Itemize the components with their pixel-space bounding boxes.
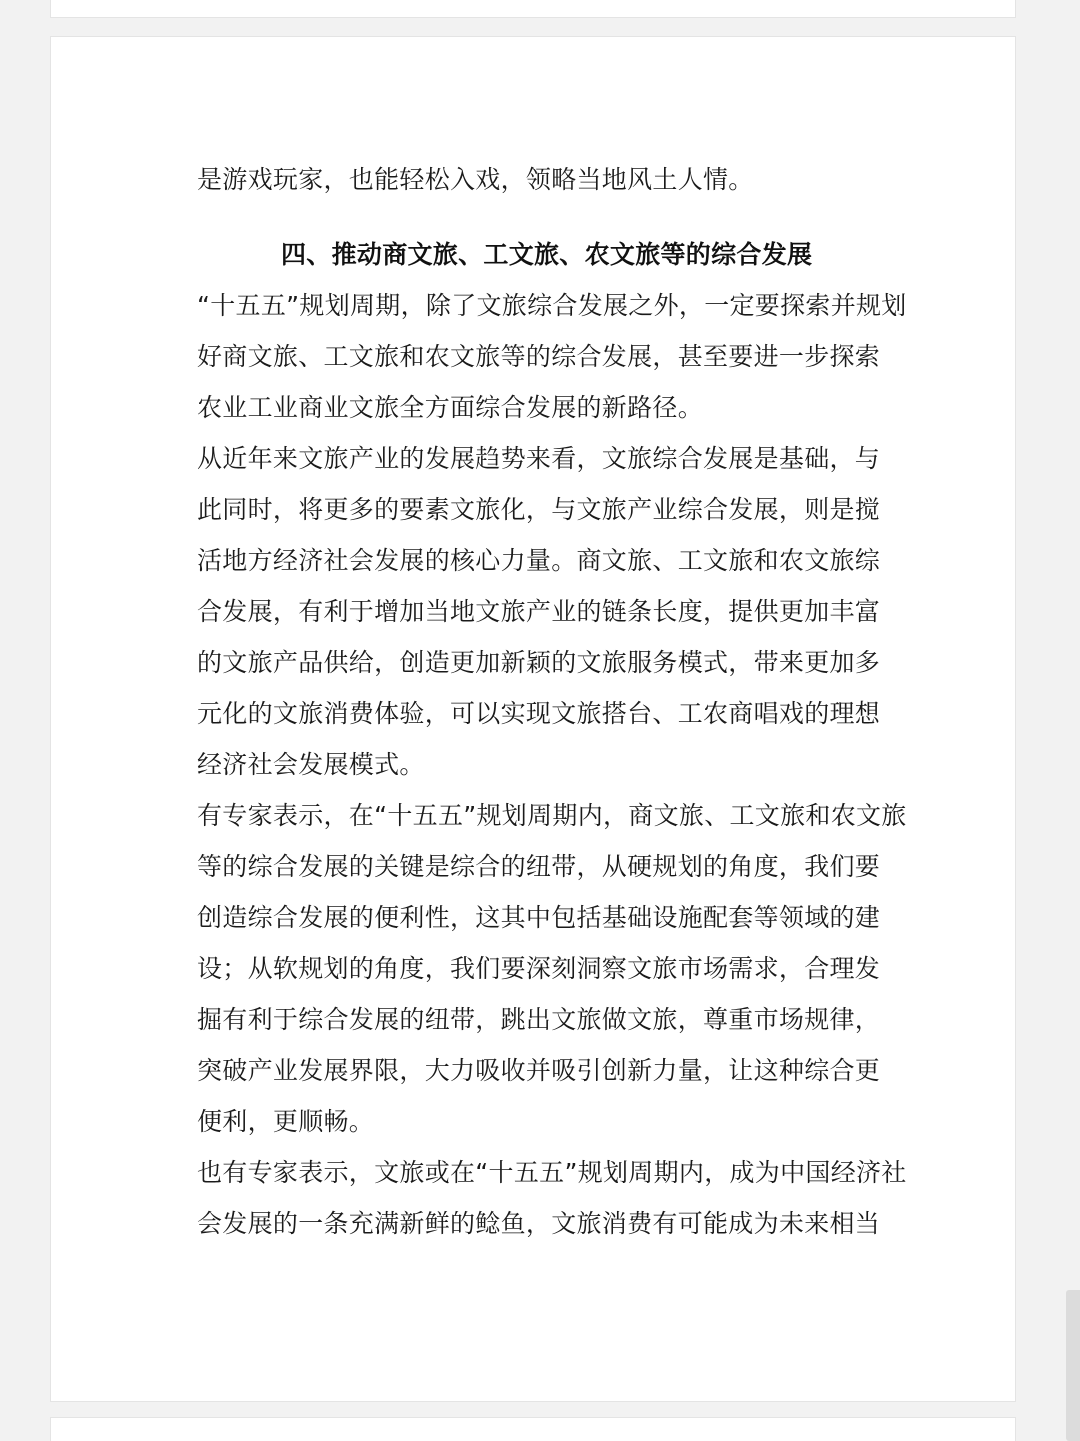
text-line: 等的综合发展的关键是综合的纽带，从硬规划的角度，我们要 <box>197 852 881 881</box>
paragraph-4 <box>197 1147 907 1249</box>
text-line: 的文旅产品供给，创造更加新颖的文旅服务模式，带来更加多 <box>197 648 881 677</box>
text-line: 掘有利于综合发展的纽带，跳出文旅做文旅，尊重市场规律， <box>197 1005 881 1034</box>
text-line: 合发展，有利于增加当地文旅产业的链条长度，提供更加丰富 <box>197 597 881 626</box>
current-page <box>50 36 1016 1402</box>
text-line: 设；从软规划的角度，我们要深刻洞察文旅市场需求，合理发 <box>197 954 881 983</box>
section-heading: 四、推动商文旅、工文旅、农文旅等的综合发展 <box>281 240 813 269</box>
intro-line: 是游戏玩家，也能轻松入戏，领略当地风土人情。 <box>197 165 754 194</box>
text-line: 从近年来文旅产业的发展趋势来看，文旅综合发展是基础，与 <box>197 444 881 473</box>
text-line: 会发展的一条充满新鲜的鲶鱼，文旅消费有可能成为未来相当 <box>197 1209 881 1238</box>
text-line: 突破产业发展界限，大力吸收并吸引创新力量，让这种综合更 <box>197 1056 881 1085</box>
text-line: 有专家表示，在“十五五”规划周期内，商文旅、工文旅和农文旅 <box>197 801 907 830</box>
next-page <box>50 1417 1016 1441</box>
text-line: 此同时，将更多的要素文旅化，与文旅产业综合发展，则是搅 <box>197 495 881 524</box>
text-line: 便利，更顺畅。 <box>197 1107 375 1136</box>
text-line: “十五五”规划周期，除了文旅综合发展之外，一定要探索并规划 <box>197 291 907 320</box>
text-line: 创造综合发展的便利性，这其中包括基础设施配套等领域的建 <box>197 903 881 932</box>
scrollbar-thumb[interactable] <box>1066 1290 1080 1441</box>
text-line: 农业工业商业文旅全方面综合发展的新路径。 <box>197 393 704 422</box>
paragraph-2 <box>197 433 887 790</box>
paragraph-3 <box>197 790 907 1147</box>
text-line: 经济社会发展模式。 <box>197 750 425 779</box>
text-line: 活地方经济社会发展的核心力量。商文旅、工文旅和农文旅综 <box>197 546 881 575</box>
scrollbar[interactable] <box>1066 0 1080 1441</box>
paragraph-1 <box>197 280 907 433</box>
page-content <box>197 154 907 1249</box>
text-line: 好商文旅、工文旅和农文旅等的综合发展，甚至要进一步探索 <box>197 342 881 371</box>
text-line: 元化的文旅消费体验，可以实现文旅搭台、工农商唱戏的理想 <box>197 699 881 728</box>
text-line: 也有专家表示，文旅或在“十五五”规划周期内，成为中国经济社 <box>197 1158 907 1187</box>
previous-page <box>50 0 1016 18</box>
